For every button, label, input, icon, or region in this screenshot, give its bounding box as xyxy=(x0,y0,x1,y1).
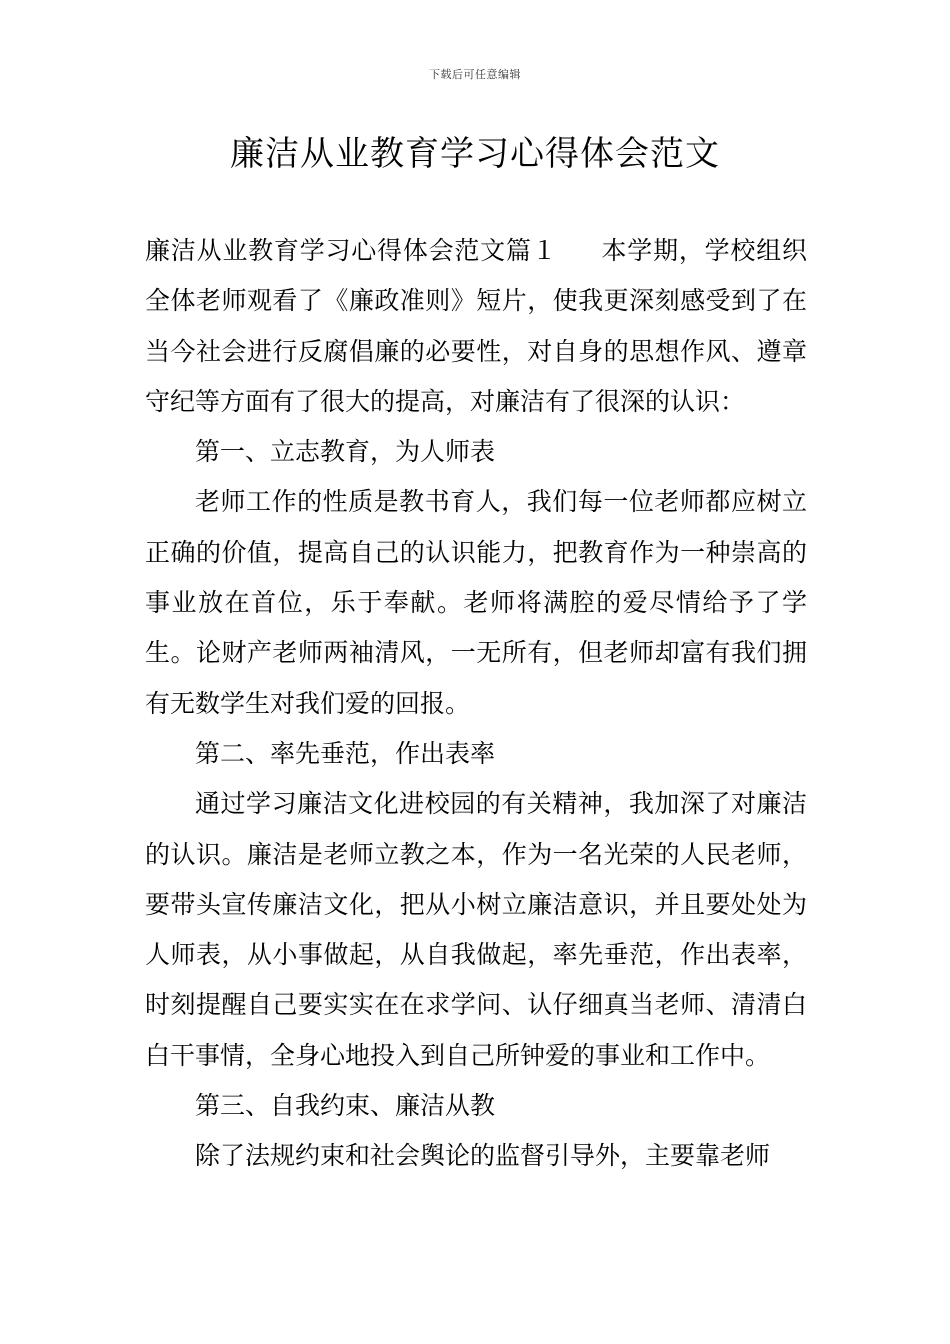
body-paragraph-1: 老师工作的性质是教书育人，我们每一位老师都应树立正确的价值，提高自己的认识能力，把教育作为一种崇高的事业放在首位，乐于奉献。老师将满腔的爱尽情给予了学生。论财产老师两袖清风，一无所有，但老师却富有我们拥有无数学生对我们爱的回报。 xyxy=(145,487,807,718)
document-title: 廉洁从业教育学习心得体会范文 xyxy=(230,134,720,174)
intro-text: 本学期，学校组织全体老师观看了《廉政准则》短片，使我更深刻感受到了在当今社会进行反腐倡廉的必要性，对自身的思想作风、遵章守纪等方面有了很大的提高，对廉洁有了很深的认识： xyxy=(145,236,807,416)
intro-paragraph xyxy=(145,226,807,427)
document-body xyxy=(145,226,807,1182)
section-heading-3: 第三、自我约束、廉洁从教 xyxy=(195,1091,496,1121)
section-heading-1: 第一、立志教育，为人师表 xyxy=(195,437,496,467)
section-heading-2: 第二、率先垂范，作出表率 xyxy=(195,738,496,768)
body-paragraph-3: 除了法规约束和社会舆论的监督引导外，主要靠老师 xyxy=(195,1141,771,1171)
body-paragraph-2: 通过学习廉洁文化进校园的有关精神，我加深了对廉洁的认识。廉洁是老师立教之本，作为一名光荣的人民老师，要带头宣传廉洁文化，把从小树立廉洁意识，并且要处处为人师表，从小事做起，从自我做起，率先垂范，作出表率，时刻提醒自己要实实在在求学问、认仔细真当老师、清清白白干事情，全身心地投入到自己所钟爱的事业和工作中。 xyxy=(145,789,807,1070)
header-note: 下载后可任意编辑 xyxy=(429,68,521,81)
intro-label: 廉洁从业教育学习心得体会范文篇１ xyxy=(145,236,558,265)
